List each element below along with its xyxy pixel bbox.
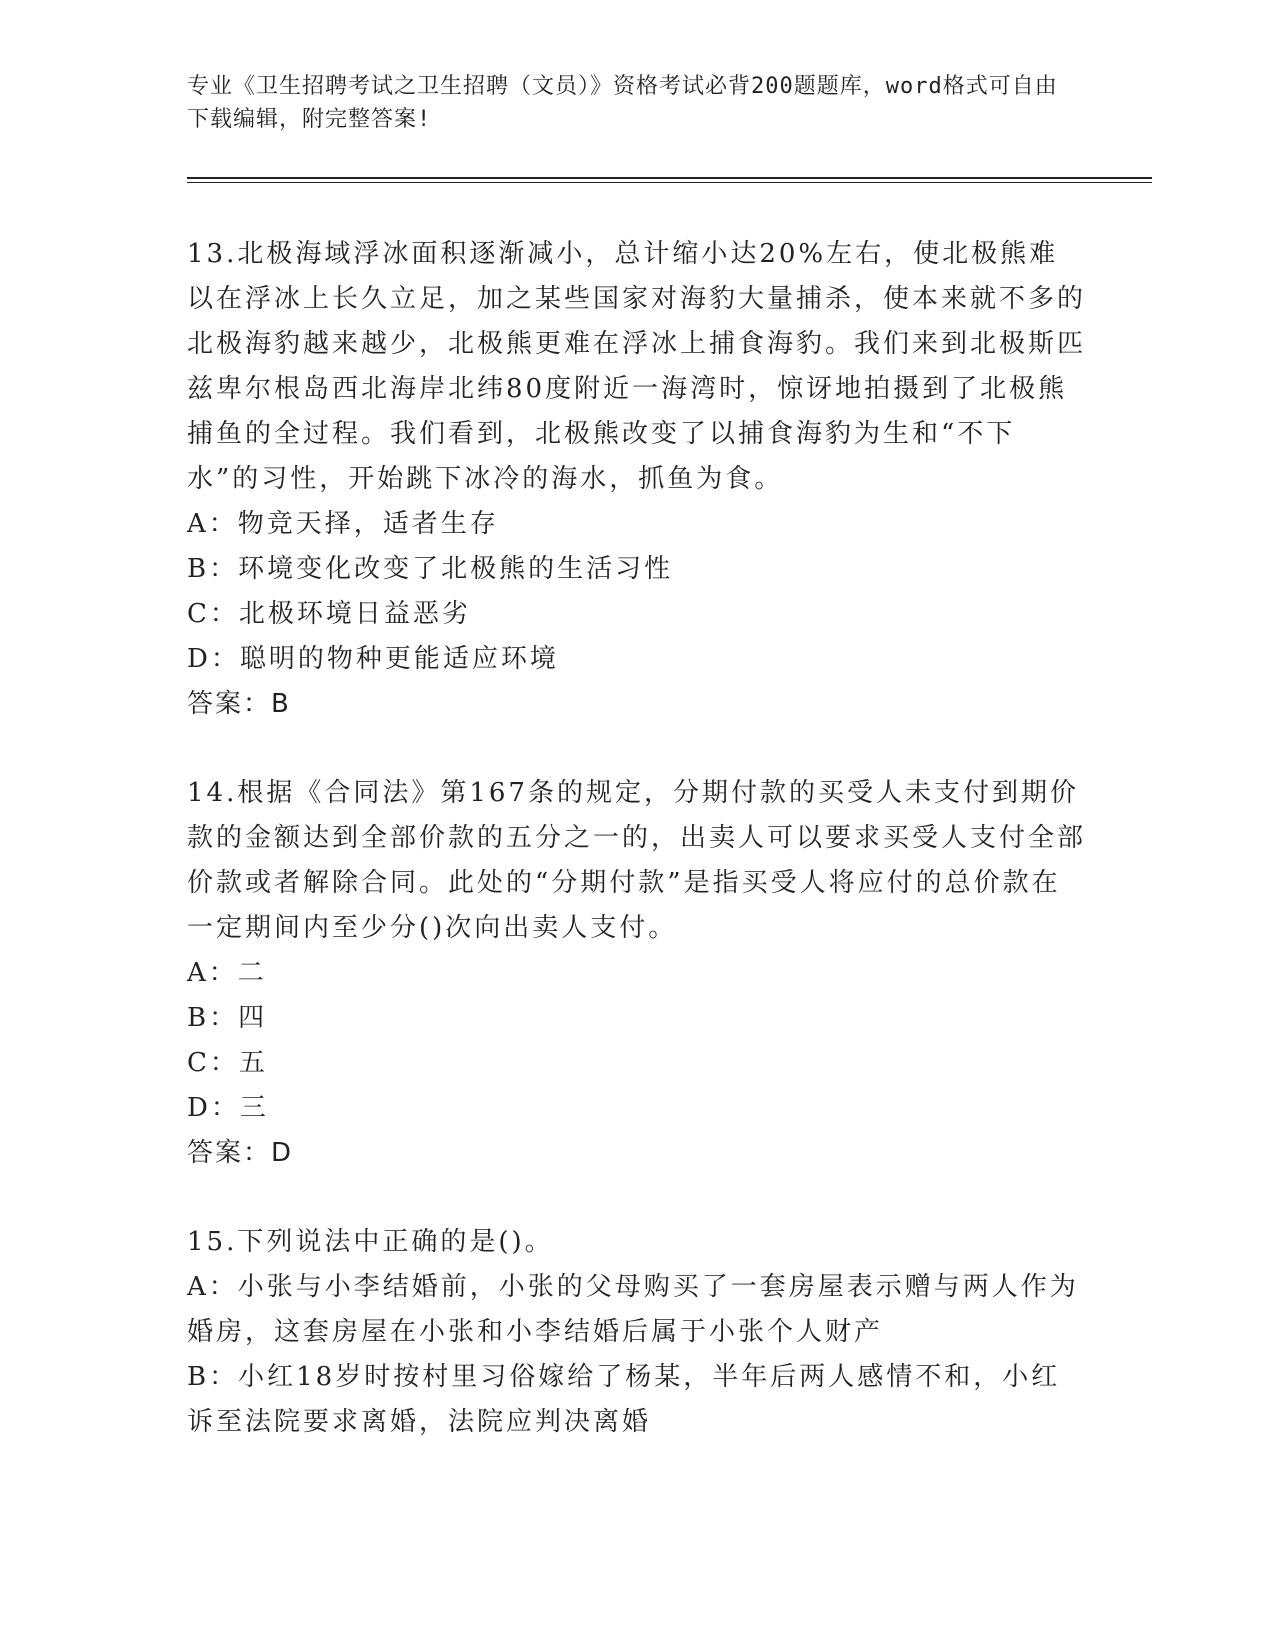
- option-d: D：三: [187, 1093, 269, 1123]
- answer-line: 答案：B: [187, 689, 291, 719]
- answer-line: 答案：D: [187, 1138, 294, 1168]
- question-stem: 15.下列说法中正确的是()。: [187, 1227, 554, 1257]
- header-divider-thick: [187, 177, 1152, 179]
- header-divider-thin: [187, 182, 1152, 183]
- question-15: [187, 1220, 1087, 1445]
- option-a: A：二: [187, 958, 267, 988]
- question-stem: 14.根据《合同法》第167条的规定，分期付款的买受人未支付到期价款的金额达到全部价款的五分之一的，出卖人可以要求买受人支付全部价款或者解除合同。此处的“分期付款”是指买受人将应付的总价款在一定期间内至少分()次向出卖人支付。: [187, 778, 1087, 943]
- option-b: B：四: [187, 1003, 268, 1033]
- question-stem: 13.北极海域浮冰面积逐渐减小，总计缩小达20%左右，使北极熊难以在浮冰上长久立足，加之某些国家对海豹大量捕杀，使本来就不多的北极海豹越来越少，北极熊更难在浮冰上捕食海豹。我们来到北极斯匹兹卑尔根岛西北海岸北纬80度附近一海湾时，惊讶地拍摄到了北极熊捕鱼的全过程。我们看到，北极熊改变了以捕食海豹为生和“不下水”的习性，开始跳下冰冷的海水，抓鱼为食。: [187, 239, 1087, 494]
- option-b: B：小红18岁时按村里习俗嫁给了杨某，半年后两人感情不和，小红诉至法院要求离婚，法院应判决离婚: [187, 1362, 1061, 1437]
- option-d: D：聪明的物种更能适应环境: [187, 644, 559, 674]
- document-header: [187, 70, 1067, 136]
- header-title: 专业《卫生招聘考试之卫生招聘（文员）》资格考试必背200题题库，word格式可自由下载编辑，附完整答案!: [187, 74, 1058, 132]
- question-14: [187, 771, 1087, 1176]
- option-a: A：小张与小李结婚前，小张的父母购买了一套房屋表示赠与两人作为婚房，这套房屋在小张和小李结婚后属于小张个人财产: [187, 1272, 1079, 1347]
- question-list: [187, 232, 1087, 1489]
- question-13: [187, 232, 1087, 727]
- option-c: C：五: [187, 1048, 268, 1078]
- option-b: B：环境变化改变了北极熊的生活习性: [187, 554, 674, 584]
- option-c: C：北极环境日益恶劣: [187, 599, 471, 629]
- option-a: A：物竞天择，适者生存: [187, 509, 499, 539]
